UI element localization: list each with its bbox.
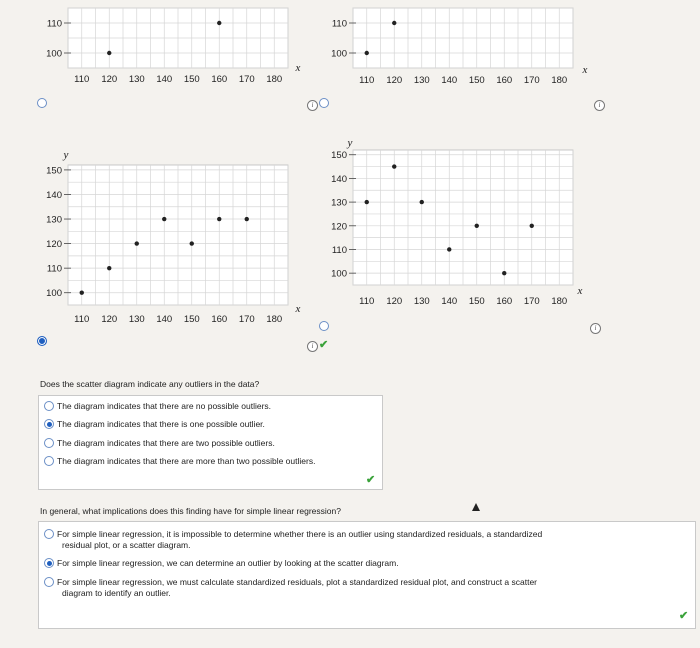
y-tick-label: 130 — [331, 197, 347, 209]
implication-option-0[interactable] — [44, 529, 684, 551]
x-axis-label: x — [295, 62, 301, 74]
x-tick-label: 150 — [468, 296, 485, 307]
data-point — [365, 200, 369, 204]
y-tick-label: 110 — [46, 263, 62, 275]
plot-option-radio-top-right[interactable] — [319, 98, 329, 108]
x-tick-label: 110 — [359, 75, 375, 86]
implication-option-label: For simple linear regression, we can determine an outlier by looking at the scatter diagram. — [57, 558, 399, 568]
x-tick-label: 170 — [238, 74, 255, 85]
data-point — [447, 247, 451, 251]
x-tick-label: 110 — [74, 314, 90, 325]
x-tick-label: 120 — [101, 314, 118, 325]
info-icon[interactable]: i — [307, 100, 318, 111]
x-tick-label: 150 — [183, 74, 200, 85]
info-icon[interactable]: i — [307, 341, 318, 352]
outlier-option-radio[interactable] — [44, 456, 54, 466]
question-outliers: Does the scatter diagram indicate any outliers in the data? — [40, 379, 260, 389]
x-tick-label: 160 — [496, 296, 513, 307]
y-tick-label: 100 — [46, 288, 62, 300]
data-point — [475, 224, 479, 228]
x-tick-label: 180 — [551, 296, 568, 307]
y-axis-label: y — [347, 137, 353, 149]
data-point — [530, 224, 534, 228]
implication-option-label-cont: diagram to identify an outlier. — [62, 588, 171, 598]
implication-option-label: For simple linear regression, we must calculate standardized residuals, plot a standardized residual plot, and construct a scatter — [57, 577, 538, 587]
x-tick-label: 140 — [441, 296, 458, 307]
implication-option-1[interactable] — [44, 558, 684, 569]
y-axis-label: y — [63, 149, 69, 161]
x-tick-label: 150 — [183, 314, 200, 325]
y-tick-label: 130 — [46, 214, 62, 226]
question-implications: In general, what implications does this finding have for simple linear regression? — [40, 506, 341, 516]
x-tick-label: 180 — [266, 74, 283, 85]
outlier-option-radio-selected[interactable] — [44, 419, 54, 429]
y-tick-label: 100 — [331, 268, 347, 280]
outlier-option-radio[interactable] — [44, 438, 54, 448]
outlier-option-1[interactable] — [44, 419, 374, 430]
x-tick-label: 160 — [211, 314, 228, 325]
y-tick-label: 150 — [46, 165, 62, 177]
data-point — [420, 200, 424, 204]
x-tick-label: 170 — [238, 314, 255, 325]
x-tick-label: 160 — [211, 74, 228, 85]
implication-option-radio[interactable] — [44, 577, 54, 587]
x-tick-label: 140 — [156, 314, 173, 325]
x-tick-label: 130 — [128, 314, 145, 325]
x-tick-label: 120 — [386, 296, 403, 307]
outlier-option-label: The diagram indicates that there are more than two possible outliers. — [57, 456, 316, 466]
y-tick-label: 120 — [331, 221, 347, 233]
implication-option-2[interactable] — [44, 577, 684, 599]
y-tick-label: 100 — [46, 48, 62, 60]
mouse-cursor-icon — [472, 503, 480, 511]
outlier-option-label: The diagram indicates that there is one possible outlier. — [57, 419, 265, 429]
x-tick-label: 130 — [413, 296, 430, 307]
x-tick-label: 140 — [441, 75, 458, 86]
x-tick-label: 170 — [523, 296, 540, 307]
plot-option-radio-bottom-left[interactable] — [37, 336, 47, 346]
y-tick-label: 120 — [46, 239, 62, 251]
x-axis-label: x — [582, 64, 588, 76]
x-tick-label: 110 — [74, 74, 90, 85]
x-tick-label: 150 — [468, 75, 485, 86]
data-point — [502, 271, 506, 275]
x-tick-label: 120 — [386, 75, 403, 86]
outlier-option-label: The diagram indicates that there are two possible outliers. — [57, 438, 275, 448]
x-tick-label: 120 — [101, 74, 118, 85]
x-tick-label: 110 — [359, 296, 375, 307]
y-tick-label: 140 — [46, 189, 62, 201]
x-tick-label: 160 — [496, 75, 513, 86]
x-tick-label: 130 — [128, 74, 145, 85]
outlier-option-3[interactable] — [44, 456, 380, 467]
implication-option-label: For simple linear regression, it is impossible to determine whether there is an outlier using standardized residuals, a standardized — [57, 529, 543, 539]
outlier-option-0[interactable] — [44, 401, 374, 412]
correct-check-icon: ✔ — [366, 474, 376, 486]
implication-option-label-cont: residual plot, or a scatter diagram. — [62, 540, 191, 550]
data-point — [392, 164, 396, 168]
x-axis-label: x — [577, 285, 583, 297]
outlier-option-radio[interactable] — [44, 401, 54, 411]
info-icon[interactable]: i — [590, 323, 601, 334]
outlier-option-2[interactable] — [44, 438, 374, 449]
outlier-option-label: The diagram indicates that there are no possible outliers. — [57, 401, 272, 411]
correct-check-icon: ✔ — [679, 610, 689, 622]
x-tick-label: 180 — [551, 75, 568, 86]
y-tick-label: 110 — [46, 18, 62, 30]
plot-option-radio-top-left[interactable] — [37, 98, 47, 108]
x-tick-label: 170 — [523, 75, 540, 86]
y-tick-label: 110 — [331, 244, 347, 256]
implication-option-radio[interactable] — [44, 529, 54, 539]
info-icon[interactable]: i — [594, 100, 605, 111]
plot-option-radio-bottom-right[interactable] — [319, 321, 329, 331]
x-tick-label: 130 — [413, 75, 430, 86]
correct-check-icon: ✔ — [319, 339, 329, 351]
y-tick-label: 100 — [331, 48, 347, 60]
x-axis-label: x — [295, 303, 301, 315]
x-tick-label: 140 — [156, 74, 173, 85]
y-tick-label: 110 — [331, 18, 347, 30]
y-tick-label: 140 — [331, 173, 347, 185]
x-tick-label: 180 — [266, 314, 283, 325]
implication-option-radio-selected[interactable] — [44, 558, 54, 568]
y-tick-label: 150 — [331, 150, 347, 162]
